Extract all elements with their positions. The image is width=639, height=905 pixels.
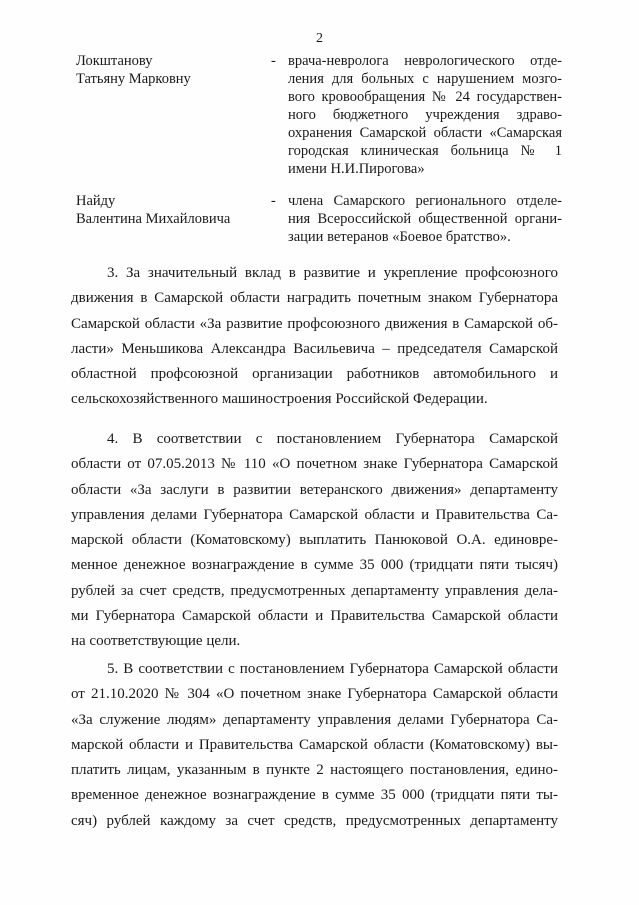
paragraph-5 [71, 657, 558, 834]
position-line: ния Всероссийской общественной органи- [288, 211, 562, 227]
name-line: Найду [76, 193, 116, 209]
position-line: ного бюджетного учреждения здраво- [288, 107, 562, 123]
recipient-name [76, 192, 266, 228]
text-line: области от 07.05.2013 № 110 «О почетном знаке Губернатора Самарской [71, 456, 558, 473]
name-line: Локштанову [76, 53, 153, 69]
text-line: временное денежное вознаграждение в сумме 35 000 (тридцати пяти ты- [71, 787, 558, 804]
entry-dash: - [271, 193, 276, 209]
position-line: зации ветеранов «Боевое братство». [288, 229, 511, 245]
text-line: менное денежное вознаграждение в сумме 35 000 (тридцати пяти тысяч) [71, 557, 558, 574]
text-line: сельскохозяйственного машиностроения Российской Федерации. [71, 391, 488, 408]
page-number: 2 [316, 31, 323, 46]
recipient-position [288, 192, 562, 246]
position-line: врача-невролога неврологического отде- [288, 53, 562, 69]
text-line: области «За заслуги в развитии ветеранского движения» департаменту [71, 481, 558, 498]
entry-dash: - [271, 53, 276, 69]
recipient-name [76, 52, 266, 88]
name-line: Валентина Михайловича [76, 211, 231, 227]
text-line: на соответствующие цели. [71, 633, 241, 650]
text-line: 4. В соответствии с постановлением Губернатора Самарской [107, 431, 558, 447]
text-line: ми Губернатора Самарской области и Правительства Самарской области [71, 608, 558, 625]
text-line: платить лицам, указанным в пункте 2 настоящего постановления, едино- [71, 762, 558, 779]
text-line: управления делами Губернатора Самарской области и Правительства Са- [71, 506, 558, 523]
text-line: 3. За значительный вклад в развитие и укрепление профсоюзного [107, 265, 558, 281]
name-line: Татьяну Марковну [76, 71, 191, 87]
position-line: члена Самарского регионального отделе- [288, 193, 562, 209]
text-line: марской области и Правительства Самарской области (Коматовскому) вы- [71, 736, 558, 753]
position-line: охранения Самарской области «Самарская [288, 125, 562, 141]
text-line: от 21.10.2020 № 304 «О почетном знаке Губернатора Самарской области [71, 686, 558, 703]
text-line: областной профсоюзной организации работников автомобильного и [71, 366, 558, 383]
text-line: 5. В соответствии с постановлением Губернатора Самарской области [107, 661, 558, 677]
position-line: ления для больных с нарушением мозго- [288, 71, 562, 87]
text-line: сяч) рублей каждому за счет средств, предусмотренных департаменту [71, 812, 558, 829]
position-line: городская клиническая больница № 1 [288, 143, 562, 159]
text-line: Самарской области «За развитие профсоюзного движения в Самарской об- [71, 315, 558, 332]
text-line: «За служение людям» департаменту управления делами Губернатора Са- [71, 711, 558, 728]
text-line: движения в Самарской области наградить почетным знаком Губернатора [71, 290, 558, 307]
paragraph-4 [71, 427, 558, 655]
paragraph-3 [71, 261, 558, 413]
text-line: рублей за счет средств, предусмотренных департаменту управления дела- [71, 582, 558, 599]
text-line: ласти» Меньшикова Александра Васильевича – председателя Самарской [71, 340, 558, 357]
recipient-position [288, 52, 562, 178]
position-line: вого кровообращения № 24 государствен- [288, 89, 562, 105]
position-line: имени Н.И.Пирогова» [288, 161, 425, 177]
text-line: марской области (Коматовскому) выплатить Панюковой О.А. единовре- [71, 532, 558, 549]
